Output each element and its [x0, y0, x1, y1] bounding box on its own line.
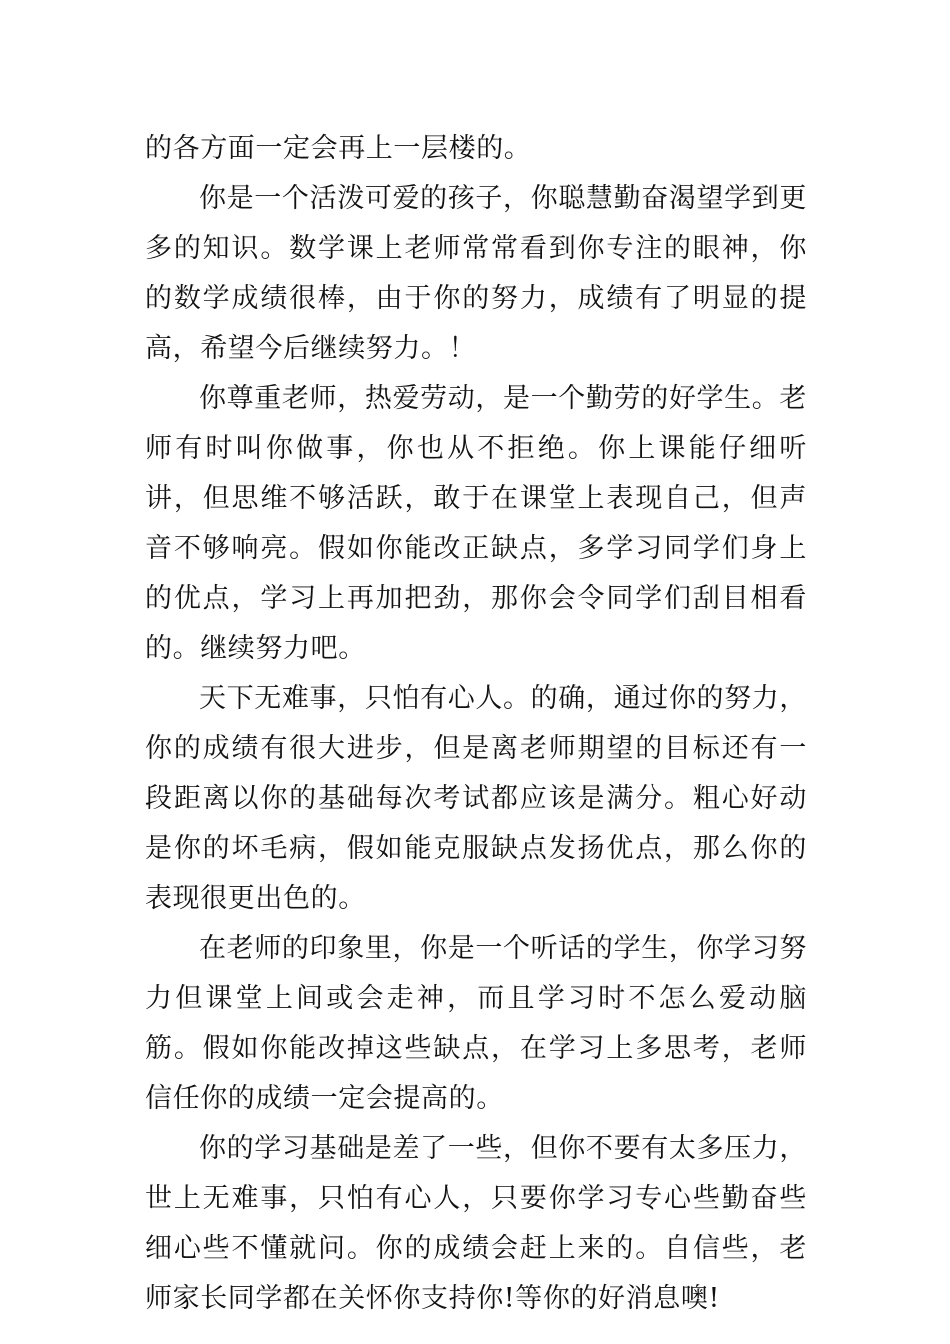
- paragraph-2: 你是一个活泼可爱的孩子，你聪慧勤奋渴望学到更多的知识。数学课上老师常常看到你专注的眼神，你的数学成绩很棒，由于你的努力，成绩有了明显的提高，希望今后继续努力。！: [145, 183, 807, 364]
- paragraph-3: 你尊重老师，热爱劳动，是一个勤劳的好学生。老师有时叫你做事，你也从不拒绝。你上课能仔细听讲，但思维不够活跃，敢于在课堂上表现自己，但声音不够响亮。假如你能改正缺点，多学习同学们身上的优点，学习上再加把劲，那你会令同学们刮目相看的。继续努力吧。: [145, 383, 807, 664]
- paragraph-1: 的各方面一定会再上一层楼的。: [145, 133, 532, 164]
- paragraph-5: 在老师的印象里，你是一个听话的学生，你学习努力但课堂上间或会走神，而且学习时不怎么爱动脑筋。假如你能改掉这些缺点，在学习上多思考，老师信任你的成绩一定会提高的。: [145, 933, 807, 1114]
- document-body: [145, 124, 807, 1324]
- paragraph-6: 你的学习基础是差了一些，但你不要有太多压力， 世上无难事，只怕有心人，只要你学习专心些勤奋些细心些不懂就问。你的成绩会赶上来的。自信些，老师家长同学都在关怀你支持你!等你的好消息噢!: [145, 1133, 807, 1314]
- paragraph-4: 天下无难事，只怕有心人。的确，通过你的努力，你的成绩有很大进步，但是离老师期望的目标还有一段距离以你的基础每次考试都应该是满分。粗心好动是你的坏毛病，假如能克服缺点发扬优点，那么你的表现很更出色的。: [145, 683, 807, 914]
